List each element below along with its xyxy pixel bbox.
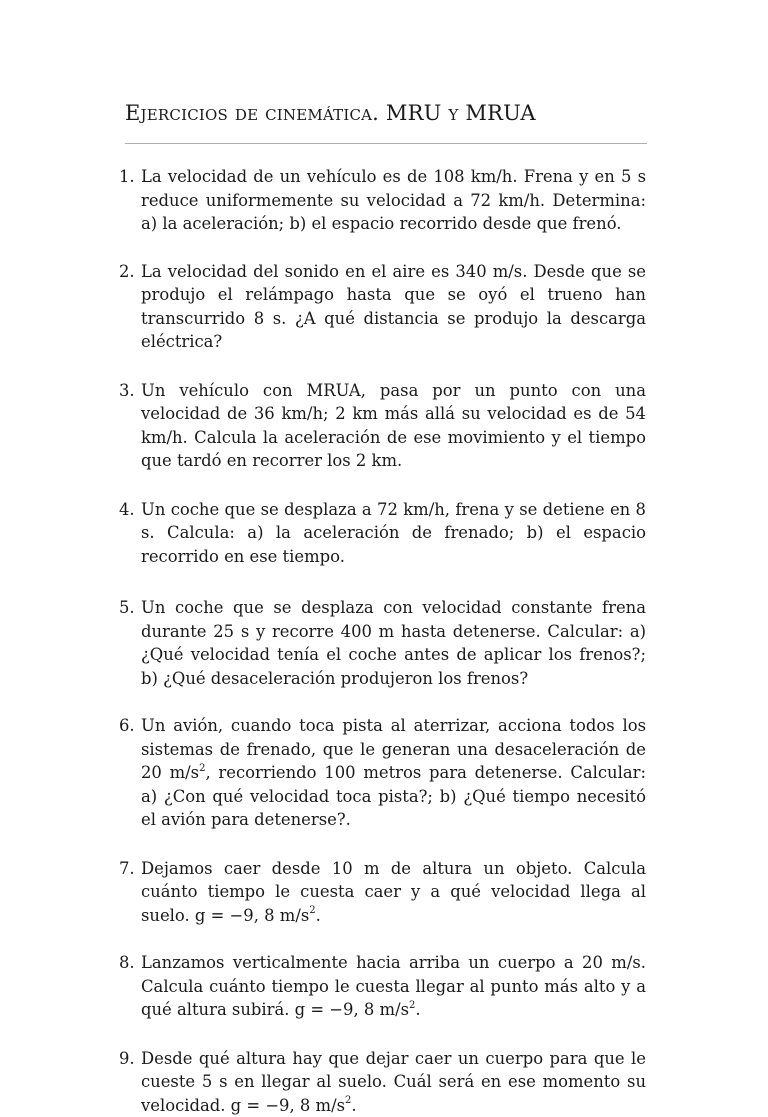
exercise-text-before: Lanzamos verticalmente hacia arriba un cuerpo a 20 m/s. Calcula cuánto tiempo le cuesta llegar al punto más alto y a qué altura subirá. g = −9, 8 m/s <box>141 953 646 1019</box>
exercise-text-before: Dejamos caer desde 10 m de altura un objeto. Calcula cuánto tiempo le cuesta caer y a qué velocidad llega al suelo. g = −9, 8 m/s <box>141 859 646 925</box>
exercise-item-4 <box>110 498 646 569</box>
exercise-text-before: Un avión, cuando toca pista al aterrizar, acciona todos los sistemas de frenado, que le generan una desaceleración de 20 m/s <box>141 716 646 782</box>
exercise-item-3 <box>110 379 646 473</box>
exercise-number: 3. <box>119 379 135 403</box>
exercise-text: Un coche que se desplaza con velocidad constante frena durante 25 s y recorre 400 m hasta detenerse. Calcular: a) ¿Qué velocidad tenía el coche antes de aplicar los frenos?; b) ¿Qué desaceleración produjeron los frenos? <box>141 598 646 688</box>
exercise-item-7 <box>110 857 646 928</box>
exercise-text: Un coche que se desplaza a 72 km/h, frena y se detiene en 8 s. Calcula: a) la aceleración de frenado; b) el espacio recorrido en ese tiempo. <box>141 500 646 566</box>
exercise-superscript: 2 <box>409 1000 415 1011</box>
exercise-item-2 <box>110 260 646 354</box>
exercise-text: La velocidad de un vehículo es de 108 km/h. Frena y en 5 s reduce uniformemente su velocidad a 72 km/h. Determina: a) la aceleración; b) el espacio recorrido desde que frenó. <box>141 167 646 233</box>
exercise-text-after: . <box>351 1096 356 1115</box>
exercise-number: 9. <box>119 1047 135 1071</box>
exercise-item-1 <box>110 165 646 236</box>
exercise-number: 5. <box>119 596 135 620</box>
exercise-number: 1. <box>119 165 135 189</box>
exercise-item-9 <box>110 1047 646 1117</box>
exercise-text: Un vehículo con MRUA, pasa por un punto con una velocidad de 36 km/h; 2 km más allá su velocidad es de 54 km/h. Calcula la aceleración de ese movimiento y el tiempo que tardó en recorrer los 2 km. <box>141 381 646 471</box>
exercise-text-before: Desde qué altura hay que dejar caer un cuerpo para que le cueste 5 s en llegar al suelo. Cuál será en ese momento su velocidad. g = −9, 8 m/s <box>141 1049 646 1115</box>
exercise-number: 6. <box>119 714 135 738</box>
exercise-number: 4. <box>119 498 135 522</box>
exercise-item-6 <box>110 714 646 832</box>
title-divider <box>125 143 647 144</box>
exercise-item-8 <box>110 951 646 1022</box>
exercise-number: 7. <box>119 857 135 881</box>
exercise-list <box>110 165 646 1117</box>
exercise-superscript: 2 <box>309 905 315 916</box>
exercise-text-after: . <box>415 1000 420 1019</box>
exercise-text-after: . <box>316 906 321 925</box>
exercise-superscript: 2 <box>199 763 205 774</box>
exercise-text-after: , recorriendo 100 metros para detenerse. Calcular: a) ¿Con qué velocidad toca pista?; b) ¿Qué tiempo necesitó el avión para detenerse?. <box>141 763 646 829</box>
document-title: Ejercicios de cinemática. MRU y MRUA <box>125 101 536 125</box>
exercise-item-5 <box>110 596 646 690</box>
exercise-number: 8. <box>119 951 135 975</box>
exercise-text: La velocidad del sonido en el aire es 340 m/s. Desde que se produjo el relámpago hasta que se oyó el trueno han transcurrido 8 s. ¿A qué distancia se produjo la descarga eléctrica? <box>141 262 646 352</box>
exercise-superscript: 2 <box>345 1095 351 1106</box>
exercise-number: 2. <box>119 260 135 284</box>
